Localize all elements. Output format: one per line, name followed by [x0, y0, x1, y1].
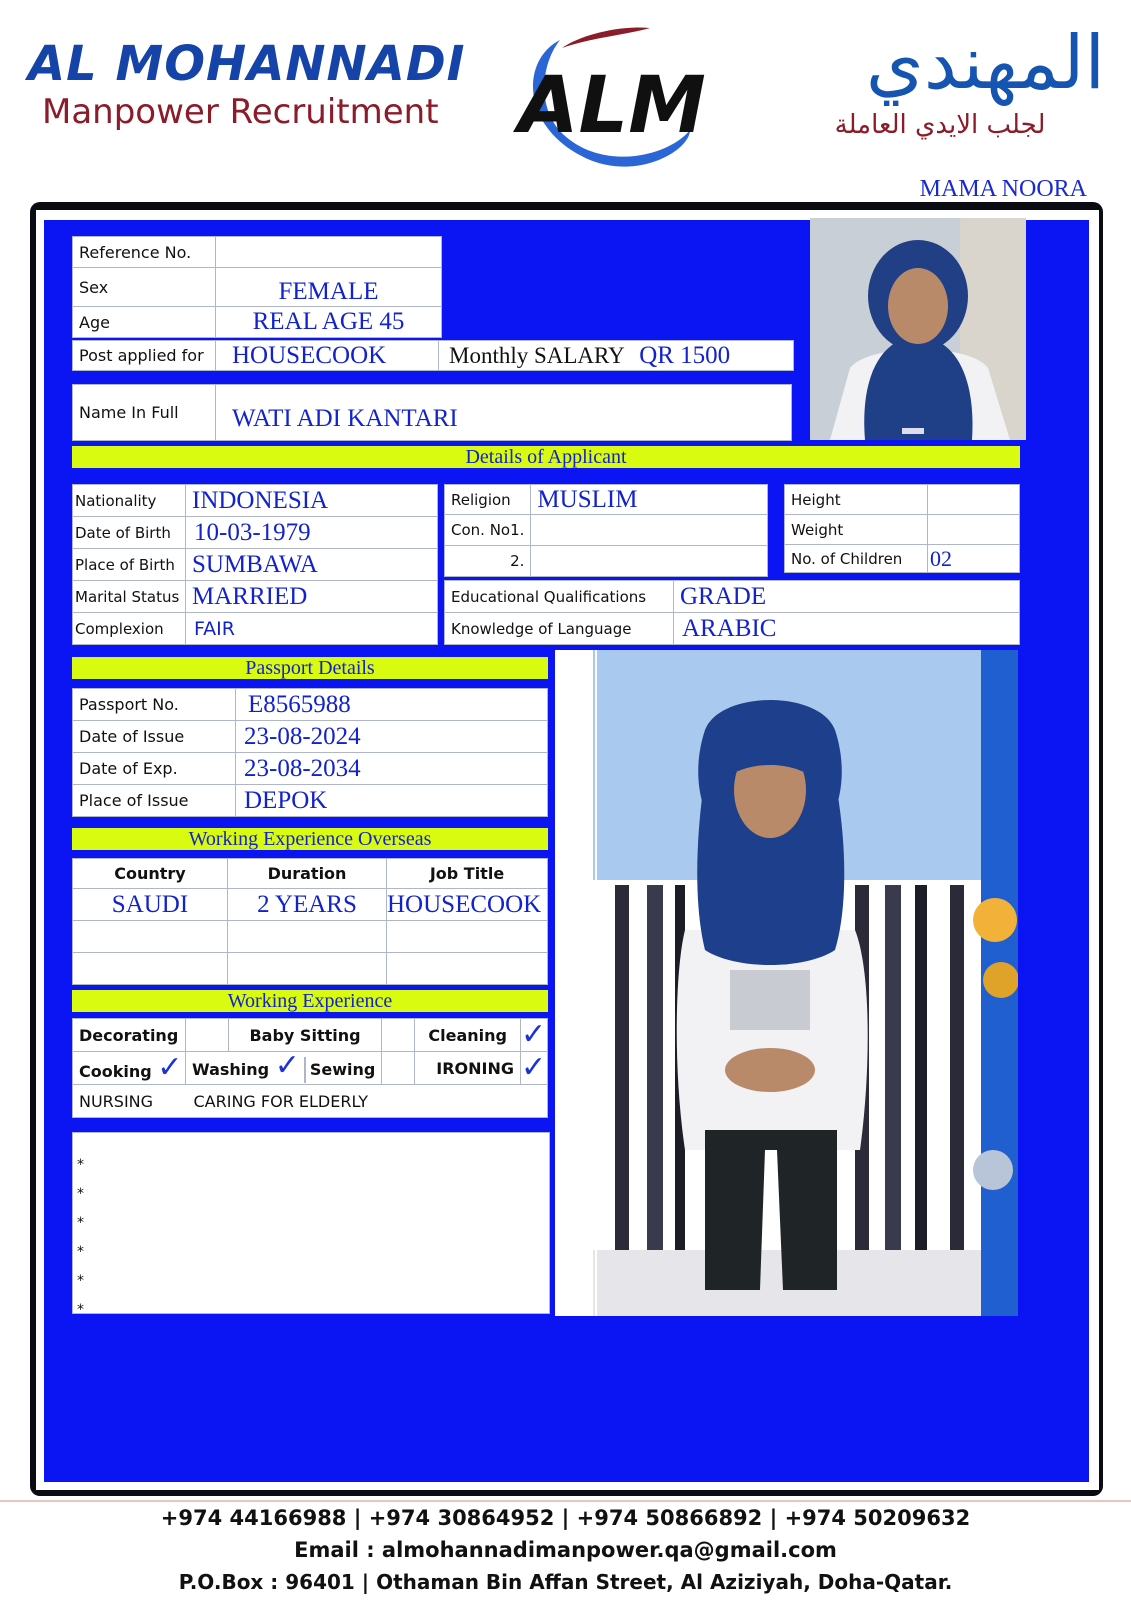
- skill-nursing: NURSING: [73, 1085, 186, 1118]
- pob-label: Place of Birth: [73, 549, 186, 581]
- salary-label: Monthly SALARY: [449, 342, 625, 368]
- passport-no-label: Passport No.: [73, 689, 236, 721]
- footer-phones: +974 44166988 | +974 30864952 | +974 50866892 | +974 50209632: [160, 1506, 971, 1530]
- logo-text: ALM: [518, 61, 706, 151]
- religion-value: MUSLIM: [531, 485, 768, 515]
- name-table: [72, 384, 792, 441]
- skill-cooking: [73, 1052, 186, 1085]
- age-label: Age: [73, 307, 216, 338]
- passport-exp-value: 23-08-2034: [236, 753, 548, 785]
- passport-place-value: DEPOK: [236, 785, 548, 817]
- overseas-cell: [73, 953, 228, 985]
- note-item: *: [77, 1215, 84, 1231]
- education-label: Educational Qualifications: [445, 581, 674, 613]
- children-value: 02: [928, 545, 1020, 573]
- dob-label: Date of Birth: [73, 517, 186, 549]
- skill-caring-for-elderly: CARING FOR ELDERLY: [186, 1085, 548, 1118]
- passport-place-label: Place of Issue: [73, 785, 236, 817]
- note-item: *: [77, 1244, 84, 1260]
- physical-table: [784, 484, 1020, 573]
- passport-issue-value: 23-08-2024: [236, 721, 548, 753]
- footer-address: P.O.Box : 96401 | Othaman Bin Affan Street, Al Aziziyah, Doha-Qatar.: [178, 1570, 953, 1594]
- nationality-value: INDONESIA: [186, 485, 438, 517]
- skill-cooking-label: Cooking: [79, 1062, 152, 1081]
- post-value: HOUSECOOK: [216, 341, 439, 371]
- company-name-arabic: المهندي: [865, 20, 1105, 106]
- complexion-value: FAIR: [186, 613, 438, 645]
- checkmark-icon: ✓: [521, 1051, 547, 1085]
- overseas-cell: [73, 921, 228, 953]
- salary-value: QR 1500: [639, 341, 731, 369]
- checkmark-icon: ✓: [521, 1018, 547, 1052]
- skill-ironing: IRONING: [415, 1052, 521, 1085]
- height-value: [928, 485, 1020, 515]
- agent-name: MAMA NOORA: [919, 176, 1087, 202]
- salary-cell: [439, 341, 794, 371]
- skill-decorating: Decorating: [73, 1019, 186, 1052]
- overseas-cell: [228, 921, 387, 953]
- skill-washing-label: Washing: [192, 1059, 270, 1079]
- name-label: Name In Full: [73, 385, 216, 441]
- skill-sewing-label: Sewing: [309, 1059, 376, 1079]
- marital-value: MARRIED: [186, 581, 438, 613]
- age-value: REAL AGE 45: [216, 307, 442, 338]
- height-label: Height: [785, 485, 928, 515]
- table-row: [73, 953, 548, 985]
- nationality-label: Nationality: [73, 485, 186, 517]
- contact2-value: [531, 546, 768, 577]
- reference-label: Reference No.: [73, 237, 216, 268]
- language-value: ARABIC: [674, 613, 1020, 645]
- complexion-label: Complexion: [73, 613, 186, 645]
- overseas-table: [72, 858, 548, 985]
- section-working-experience: Working Experience: [72, 990, 548, 1012]
- company-logo: [500, 20, 730, 170]
- note-item: *: [77, 1186, 84, 1202]
- skill-baby-sitting-check: [382, 1019, 415, 1052]
- skill-cleaning: Cleaning: [415, 1019, 521, 1052]
- dob-value: 10-03-1979: [186, 517, 438, 549]
- skill-baby-sitting: Baby Sitting: [228, 1019, 382, 1052]
- logo-swoosh-icon: [500, 20, 730, 170]
- company-tagline-english: Manpower Recruitment: [42, 92, 439, 132]
- marital-label: Marital Status: [73, 581, 186, 613]
- name-value: WATI ADI KANTARI: [216, 385, 792, 441]
- passport-issue-label: Date of Issue: [73, 721, 236, 753]
- full-body-photo-icon: [555, 650, 1018, 1316]
- note-item: *: [77, 1302, 84, 1318]
- passport-no-value: E8565988: [236, 689, 548, 721]
- company-tagline-arabic: لجلب الايدي العاملة: [834, 110, 1046, 140]
- skill-sewing-check: [382, 1052, 415, 1085]
- children-label: No. of Children: [785, 545, 928, 573]
- checkmark-icon: ✓: [274, 1051, 300, 1083]
- sex-label: Sex: [73, 268, 216, 307]
- reference-value: [216, 237, 442, 268]
- weight-value: [928, 515, 1020, 545]
- religion-label: Religion: [445, 485, 531, 515]
- overseas-cell: SAUDI: [73, 889, 228, 921]
- overseas-cell: [228, 953, 387, 985]
- applicant-full-photo: [555, 650, 1018, 1316]
- language-label: Knowledge of Language: [445, 613, 674, 645]
- checkmark-icon: ✓: [157, 1051, 183, 1085]
- table-row: [73, 921, 548, 953]
- passport-exp-label: Date of Exp.: [73, 753, 236, 785]
- overseas-cell: [387, 953, 548, 985]
- religion-table: [444, 484, 768, 577]
- note-item: *: [77, 1273, 84, 1289]
- overseas-header-duration: Duration: [228, 859, 387, 889]
- personal-details-table: [72, 484, 438, 645]
- note-item: *: [77, 1157, 84, 1173]
- overseas-cell: HOUSECOOK: [387, 889, 548, 921]
- post-table: [72, 340, 794, 371]
- passport-table: [72, 688, 548, 817]
- basic-info-table: [72, 236, 442, 338]
- table-row: [73, 889, 548, 921]
- section-details-of-applicant: Details of Applicant: [72, 446, 1020, 468]
- post-label: Post applied for: [73, 341, 216, 371]
- contact1-value: [531, 515, 768, 546]
- notes-box: [72, 1132, 550, 1318]
- pob-value: SUMBAWA: [186, 549, 438, 581]
- skill-decorating-check: [186, 1019, 229, 1052]
- company-name-english: AL MOHANNADI: [28, 36, 466, 92]
- contact2-label: 2.: [445, 546, 531, 577]
- skill-washing: [186, 1052, 382, 1085]
- sex-value: FEMALE: [216, 268, 442, 307]
- applicant-portrait: [810, 218, 1026, 440]
- overseas-cell: 2 YEARS: [228, 889, 387, 921]
- footer-email: Email : almohannadimanpower.qa@gmail.com: [294, 1538, 837, 1562]
- section-passport-details: Passport Details: [72, 657, 548, 679]
- overseas-header-country: Country: [73, 859, 228, 889]
- overseas-cell: [387, 921, 548, 953]
- footer-divider: [0, 1500, 1131, 1502]
- portrait-photo-icon: [810, 218, 1026, 440]
- overseas-header-job-title: Job Title: [387, 859, 548, 889]
- skills-table: [72, 1018, 548, 1118]
- education-value: GRADE: [674, 581, 1020, 613]
- overseas-header-row: [73, 859, 548, 889]
- contact1-label: Con. No1.: [445, 515, 531, 546]
- weight-label: Weight: [785, 515, 928, 545]
- education-table: [444, 580, 1020, 645]
- section-working-experience-overseas: Working Experience Overseas: [72, 828, 548, 850]
